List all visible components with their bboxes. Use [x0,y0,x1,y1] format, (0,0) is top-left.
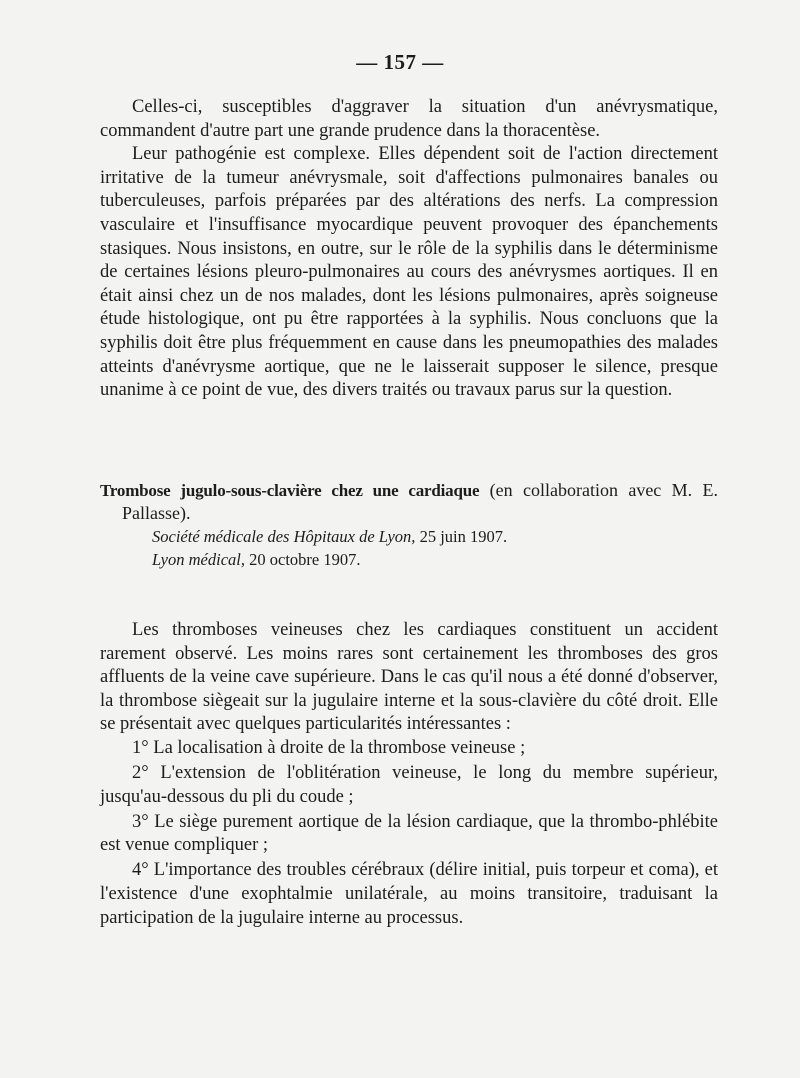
section-thrombosis-text [100,619,718,932]
list-item: 4° L'importance des troubles cérébraux (délire initial, puis torpeur et coma), et l'existence d'une exophtalmie unilatérale, au moins transitoire, traduisant la participation de la jugulaire interne au processus. [100,860,718,928]
page-number: — 157 — [356,50,444,74]
section-aneurysm-text [100,96,718,403]
reference-journal: Société médicale des Hôpitaux de Lyon, [152,527,416,546]
list-item: 2° L'extension de l'oblitération veineuse, le long du membre supérieur, jusqu'au-dessous du pli du coude ; [100,763,718,807]
list-item: 3° Le siège purement aortique de la lésion cardiaque, que la thrombo-phlébite est venue compliquer ; [100,811,718,856]
entry-collaboration: (en collaboration avec M. E. Pallasse). [122,480,719,523]
reference-line [100,525,718,548]
paragraph: Leur pathogénie est complexe. Elles dépendent soit de l'action directement irritative de la tumeur anévrysmale, soit d'affections pulmonaires banales ou tuberculeuses, parfois préparées par des altérations des nerfs. La compression vasculaire et l'insuffisance myocardique peuvent provoquer des épanchements stasiques. Nous insistons, en outre, sur le rôle de la syphilis dans le déterminisme de certaines lésions pleuro-pulmonaires au cours des anévrysmes aortiques. Il en était ainsi chez un de nos malades, dont les lésions pulmonaires, après soigneuse étude histologique, ont pu être rapportées à la syphilis. Nous concluons que la syphilis doit être plus fréquemment en cause dans les pneumopathies des malades atteints d'anévrysme aortique, que ne le laisserait supposer le silence, presque unanime à ce point de vue, des divers traités ou travaux parus sur la question. [100,144,718,401]
reference-date: 20 octobre 1907. [245,550,361,569]
reference-date: 25 juin 1907. [415,527,508,546]
reference-journal: Lyon médical, [152,550,245,569]
entry-title: Trombose jugulo-sous-clavière chez une cardiaque [100,481,480,500]
paragraph: Celles-ci, susceptibles d'aggraver la situation d'un anévrysmatique, commandent d'autre part une grande prudence dans la thoracentèse. [100,97,718,141]
reference-line [100,548,718,571]
list-item: 1° La localisation à droite de la thrombose veineuse ; [132,737,526,758]
paragraph: Les thromboses veineuses chez les cardiaques constituent un accident rarement observé. Les moins rares sont certainement les thromboses des gros affluents de la veine cave supérieure. Dans le cas qu'il nous a été donné d'observer, la thrombose siègeait sur la jugulaire interne et la sous-clavière du côté droit. Elle se présentait avec quelques particularités intéressantes : [100,620,718,735]
bibliographic-entry [100,479,718,571]
entry-heading [100,479,718,525]
